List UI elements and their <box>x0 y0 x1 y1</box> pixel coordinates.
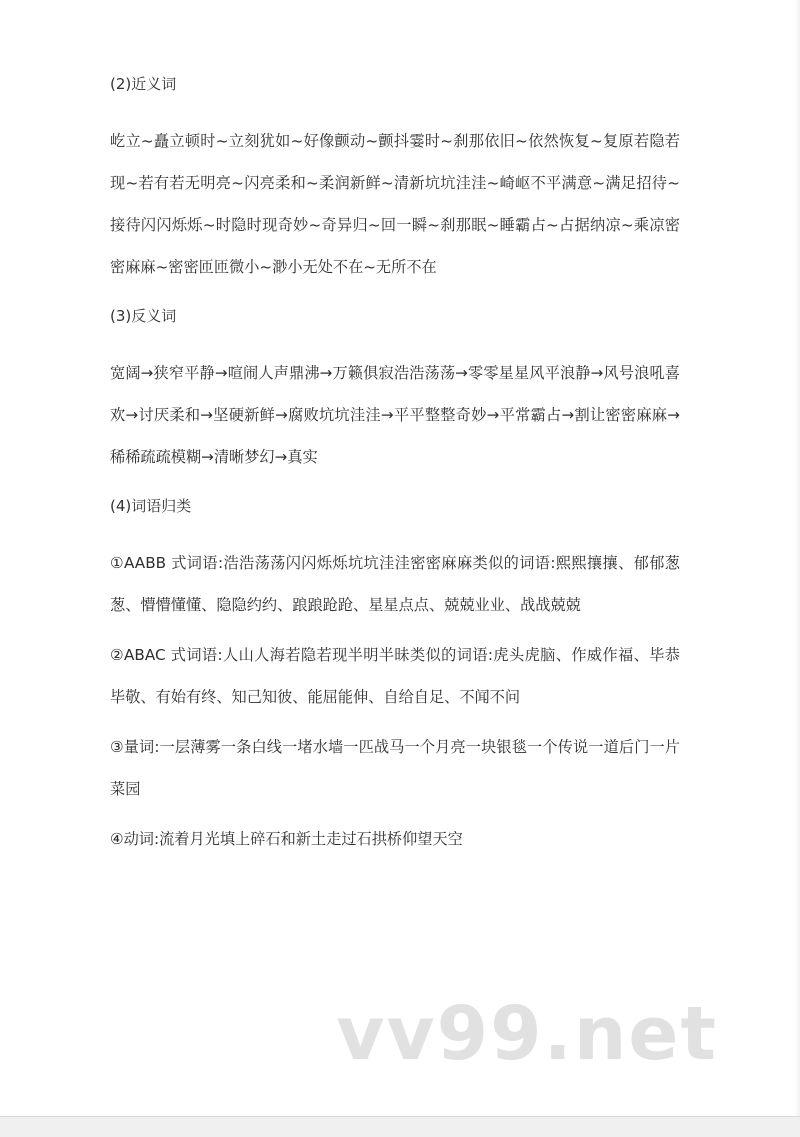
section-heading-word-classification: (4)词语归类 <box>110 497 192 515</box>
measure-words-paragraph: ③量词:一层薄雾一条白线一堵水墙一匹战马一个月亮一块银毯一个传说一道后门一片菜园 <box>110 738 680 798</box>
verbs-paragraph: ④动词:流着月光填上碎石和新土走过石拱桥仰望天空 <box>110 830 463 848</box>
antonyms-paragraph: 宽阔→狭窄平静→喧闹人声鼎沸→万籁俱寂浩浩荡荡→零零星星风平浪静→风号浪吼喜欢→讨厌柔和→坚硬新鲜→腐败坑坑洼洼→平平整整奇妙→平常霸占→割让密密麻麻→稀稀疏疏模糊→清晰梦幻→真实 <box>110 364 680 466</box>
bottom-scroll-strip <box>0 1116 800 1137</box>
section-heading-synonyms: (2)近义词 <box>110 75 177 93</box>
section-heading-antonyms: (3)反义词 <box>110 307 177 325</box>
synonyms-paragraph: 屹立~矗立顿时~立刻犹如~好像颤动~颤抖霎时~刹那依旧~依然恢复~复原若隐若现~若有若无明亮~闪亮柔和~柔润新鲜~清新坑坑洼洼~崎岖不平满意~满足招待~接待闪闪烁烁~时隐时现奇妙~奇异归~回一瞬~刹那眠~睡霸占~占据纳凉~乘凉密密麻麻~密密匝匝微小~渺小无处不在~无所不在 <box>110 132 680 276</box>
aabb-words-paragraph: ①AABB 式词语:浩浩荡荡闪闪烁烁坑坑洼洼密密麻麻类似的词语:熙熙攘攘、郁郁葱葱、懵懵懂懂、隐隐约约、踉踉跄跄、星星点点、兢兢业业、战战兢兢 <box>110 554 680 614</box>
page-edge-shadow <box>794 0 800 1117</box>
abac-words-paragraph: ②ABAC 式词语:人山人海若隐若现半明半昧类似的词语:虎头虎脑、作威作福、毕恭毕敬、有始有终、知己知彼、能屈能伸、自给自足、不闻不问 <box>110 646 680 706</box>
site-watermark: vv99.net <box>336 991 718 1077</box>
